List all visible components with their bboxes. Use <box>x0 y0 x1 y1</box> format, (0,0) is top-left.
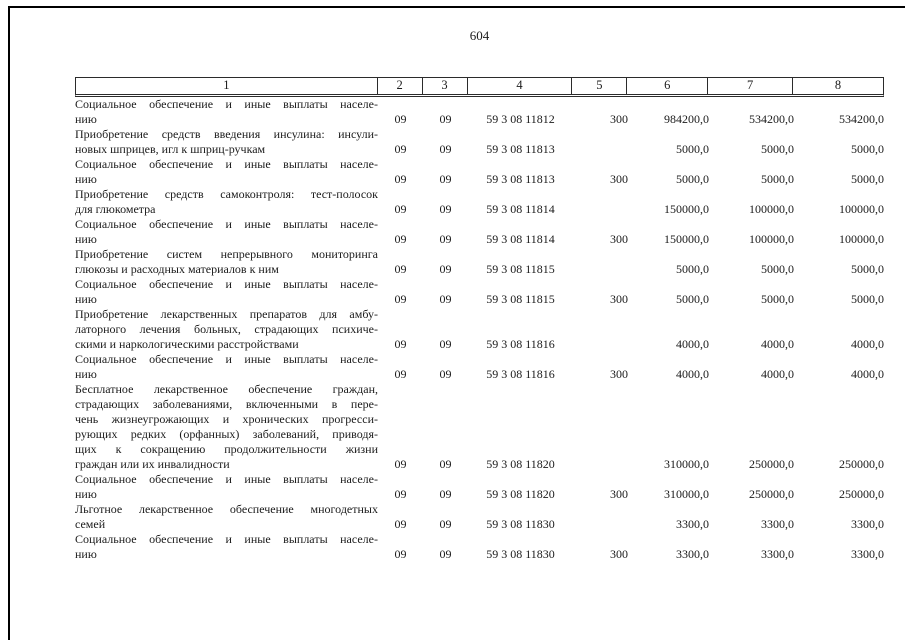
row-expense-type-code <box>573 187 628 217</box>
row-amount-year1: 310000,0 <box>664 457 709 471</box>
row-description <box>75 307 378 352</box>
row-description <box>75 472 378 502</box>
row-expense-type-code: 300 <box>610 172 628 186</box>
row-section-code: 09 <box>394 172 407 186</box>
row-amount-year2: 534200,0 <box>749 112 794 126</box>
row-description <box>75 127 378 157</box>
table-row <box>75 382 884 472</box>
row-amount-year1: 5000,0 <box>676 172 709 186</box>
row-amount-year2: 4000,0 <box>761 337 794 351</box>
row-subsection-code: 09 <box>439 262 452 276</box>
header-cell: 4 <box>468 78 573 94</box>
row-description <box>75 247 378 277</box>
row-amount-year1: 984200,0 <box>664 112 709 126</box>
row-section-code: 09 <box>394 292 407 306</box>
row-amount-year1: 3300,0 <box>676 547 709 561</box>
row-amount-year2: 100000,0 <box>749 232 794 246</box>
row-amount-year1: 150000,0 <box>664 202 709 216</box>
table-row <box>75 97 884 127</box>
row-description <box>75 187 378 217</box>
description-line: Приобретение средств введения инсулина: инсули- <box>75 127 378 141</box>
table-row <box>75 157 884 187</box>
table-row <box>75 187 884 217</box>
row-amount-year1: 3300,0 <box>676 517 709 531</box>
row-subsection-code: 09 <box>439 112 452 126</box>
row-amount-year2: 5000,0 <box>761 142 794 156</box>
description-line: глюкозы и расходных материалов к ним <box>75 262 279 276</box>
row-amount-year3: 250000,0 <box>839 457 884 471</box>
row-expense-type-code: 300 <box>610 367 628 381</box>
description-line: новых шприцев, игл к шприц-ручкам <box>75 142 266 156</box>
row-subsection-code: 09 <box>439 487 452 501</box>
row-subsection-code: 09 <box>439 517 452 531</box>
row-amount-year3: 534200,0 <box>839 112 884 126</box>
row-target-article-code: 59 3 08 11830 <box>486 517 555 531</box>
row-target-article-code: 59 3 08 11815 <box>486 292 555 306</box>
page-border-top <box>8 6 905 8</box>
row-amount-year1: 150000,0 <box>664 232 709 246</box>
row-expense-type-code <box>573 127 628 157</box>
description-line: скими и наркологическими расстройствами <box>75 337 299 351</box>
row-target-article-code: 59 3 08 11812 <box>486 112 555 126</box>
row-amount-year2: 5000,0 <box>761 262 794 276</box>
row-subsection-code: 09 <box>439 202 452 216</box>
row-amount-year2: 4000,0 <box>761 367 794 381</box>
row-section-code: 09 <box>394 457 407 471</box>
row-subsection-code: 09 <box>439 367 452 381</box>
row-subsection-code: 09 <box>439 457 452 471</box>
row-subsection-code: 09 <box>439 337 452 351</box>
header-cell: 2 <box>378 78 423 94</box>
row-section-code: 09 <box>394 202 407 216</box>
row-amount-year2: 100000,0 <box>749 202 794 216</box>
table-header-row <box>75 77 884 97</box>
row-amount-year1: 5000,0 <box>676 142 709 156</box>
row-expense-type-code <box>573 502 628 532</box>
row-description <box>75 502 378 532</box>
row-target-article-code: 59 3 08 11814 <box>486 202 555 216</box>
table-row <box>75 277 884 307</box>
row-target-article-code: 59 3 08 11816 <box>486 367 555 381</box>
description-line: щих к сокращению продолжительности жизни <box>75 442 378 456</box>
row-expense-type-code: 300 <box>610 232 628 246</box>
row-section-code: 09 <box>394 547 407 561</box>
description-line: нию <box>75 172 97 186</box>
row-section-code: 09 <box>394 112 407 126</box>
row-description <box>75 352 378 382</box>
header-cell: 7 <box>708 78 793 94</box>
description-line: рующих редких (орфанных) заболеваний, приводя- <box>75 427 378 441</box>
row-target-article-code: 59 3 08 11813 <box>486 142 555 156</box>
row-description <box>75 97 378 127</box>
row-section-code: 09 <box>394 262 407 276</box>
row-amount-year3: 4000,0 <box>851 367 884 381</box>
row-expense-type-code: 300 <box>610 292 628 306</box>
row-section-code: 09 <box>394 232 407 246</box>
page-border-left <box>8 6 10 640</box>
row-section-code: 09 <box>394 367 407 381</box>
row-amount-year2: 5000,0 <box>761 292 794 306</box>
description-line: нию <box>75 547 97 561</box>
row-expense-type-code <box>573 382 628 472</box>
row-subsection-code: 09 <box>439 142 452 156</box>
row-amount-year1: 4000,0 <box>676 367 709 381</box>
description-line: Социальное обеспечение и иные выплаты населе- <box>75 277 378 291</box>
row-subsection-code: 09 <box>439 547 452 561</box>
row-expense-type-code: 300 <box>610 487 628 501</box>
row-amount-year3: 3300,0 <box>851 517 884 531</box>
row-target-article-code: 59 3 08 11820 <box>486 457 555 471</box>
row-amount-year1: 310000,0 <box>664 487 709 501</box>
table-row <box>75 307 884 352</box>
row-target-article-code: 59 3 08 11816 <box>486 337 555 351</box>
row-section-code: 09 <box>394 487 407 501</box>
description-line: Социальное обеспечение и иные выплаты населе- <box>75 217 378 231</box>
row-target-article-code: 59 3 08 11813 <box>486 172 555 186</box>
table-row <box>75 352 884 382</box>
row-description <box>75 532 378 562</box>
row-amount-year3: 5000,0 <box>851 292 884 306</box>
description-line: Социальное обеспечение и иные выплаты населе- <box>75 352 378 366</box>
row-description <box>75 217 378 247</box>
row-amount-year1: 4000,0 <box>676 337 709 351</box>
header-cell: 8 <box>834 78 842 92</box>
row-description <box>75 382 378 472</box>
row-subsection-code: 09 <box>439 292 452 306</box>
row-amount-year3: 3300,0 <box>851 547 884 561</box>
row-subsection-code: 09 <box>439 232 452 246</box>
table-row <box>75 472 884 502</box>
page-number: 604 <box>469 28 490 43</box>
description-line: латорного лечения больных, страдающих психиче- <box>75 322 378 336</box>
table-row <box>75 247 884 277</box>
description-line: нию <box>75 112 97 126</box>
row-description <box>75 157 378 187</box>
row-target-article-code: 59 3 08 11814 <box>486 232 555 246</box>
description-line: чень жизнеугрожающих и хронических прогресси- <box>75 412 378 426</box>
row-amount-year3: 100000,0 <box>839 232 884 246</box>
table-row <box>75 217 884 247</box>
header-cell: 5 <box>572 78 627 94</box>
description-line: для глюкометра <box>75 202 156 216</box>
description-line: Социальное обеспечение и иные выплаты населе- <box>75 532 378 546</box>
description-line: Социальное обеспечение и иные выплаты населе- <box>75 157 378 171</box>
description-line: нию <box>75 232 97 246</box>
description-line: Приобретение средств самоконтроля: тест-полосок <box>75 187 378 201</box>
row-target-article-code: 59 3 08 11815 <box>486 262 555 276</box>
row-description <box>75 277 378 307</box>
row-expense-type-code: 300 <box>610 547 628 561</box>
table-row <box>75 127 884 157</box>
description-line: семей <box>75 517 106 531</box>
description-line: Приобретение систем непрерывного мониторинга <box>75 247 378 261</box>
row-amount-year3: 100000,0 <box>839 202 884 216</box>
budget-table <box>75 77 884 562</box>
header-cell: 6 <box>627 78 708 94</box>
row-expense-type-code: 300 <box>610 112 628 126</box>
row-amount-year2: 3300,0 <box>761 517 794 531</box>
row-amount-year3: 4000,0 <box>851 337 884 351</box>
description-line: страдающих заболеваниями, включенными в пере- <box>75 397 378 411</box>
description-line: нию <box>75 367 97 381</box>
description-line: Льготное лекарственное обеспечение многодетных <box>75 502 378 516</box>
row-amount-year3: 5000,0 <box>851 262 884 276</box>
description-line: Социальное обеспечение и иные выплаты населе- <box>75 472 378 486</box>
row-target-article-code: 59 3 08 11820 <box>486 487 555 501</box>
row-section-code: 09 <box>394 142 407 156</box>
table-body <box>75 97 884 562</box>
row-expense-type-code <box>573 247 628 277</box>
description-line: граждан или их инвалидности <box>75 457 230 471</box>
description-line: Приобретение лекарственных препаратов для амбу- <box>75 307 378 321</box>
header-cell: 3 <box>423 78 468 94</box>
row-amount-year1: 5000,0 <box>676 262 709 276</box>
description-line: Социальное обеспечение и иные выплаты населе- <box>75 97 378 111</box>
row-target-article-code: 59 3 08 11830 <box>486 547 555 561</box>
row-amount-year2: 250000,0 <box>749 487 794 501</box>
table-row <box>75 502 884 532</box>
header-cell: 1 <box>76 78 378 94</box>
table-row <box>75 532 884 562</box>
row-amount-year2: 250000,0 <box>749 457 794 471</box>
row-section-code: 09 <box>394 517 407 531</box>
row-amount-year3: 250000,0 <box>839 487 884 501</box>
row-amount-year2: 3300,0 <box>761 547 794 561</box>
row-subsection-code: 09 <box>439 172 452 186</box>
row-amount-year3: 5000,0 <box>851 142 884 156</box>
row-amount-year2: 5000,0 <box>761 172 794 186</box>
description-line: нию <box>75 292 97 306</box>
row-amount-year3: 5000,0 <box>851 172 884 186</box>
row-amount-year1: 5000,0 <box>676 292 709 306</box>
description-line: Бесплатное лекарственное обеспечение граждан, <box>75 382 378 396</box>
row-section-code: 09 <box>394 337 407 351</box>
description-line: нию <box>75 487 97 501</box>
row-expense-type-code <box>573 307 628 352</box>
